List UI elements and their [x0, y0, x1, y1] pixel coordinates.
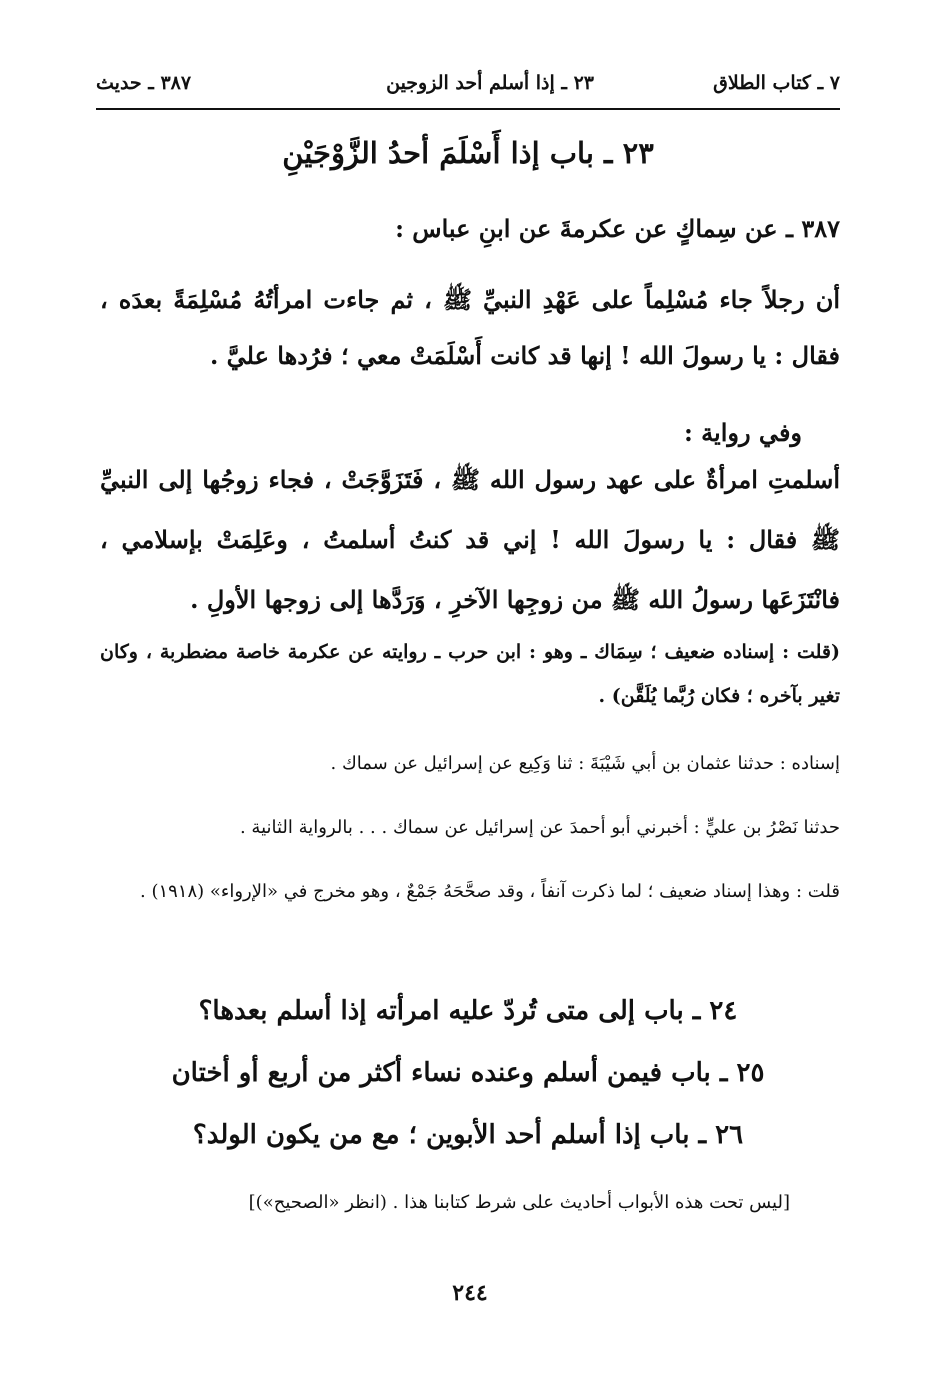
chapter-heading-25: ٢٥ ـ باب فيمن أسلم وعنده نساء أكثر من أربع أو أختان — [171, 1058, 765, 1088]
running-header — [96, 66, 840, 106]
header-hadith-number: ٣٨٧ ـ حديث — [96, 72, 192, 94]
page-number: ٢٤٤ — [452, 1280, 488, 1306]
variant-label: وفي رواية : — [683, 418, 802, 447]
grading-note: (قلت : إسناده ضعيف ؛ سِمَاك ـ وهو : ابن حرب ـ روايته عن عكرمة خاصة مضطربة ، وكان تغير بآخره ؛ فكان رُبَّما يُلَقَّن) . — [100, 641, 840, 707]
isnad-line: قلت : وهذا إسناد ضعيف ؛ لما ذكرت آنفاً ، وقد صحَّحَهُ جَمْعٌ ، وهو مخرج في «الإرواء» (١٩١٨) . — [140, 881, 840, 902]
closing-note: [ليس تحت هذه الأبواب أحاديث على شرط كتابنا هذا . (انظر «الصحيح»)] — [248, 1192, 790, 1213]
header-rule — [96, 108, 840, 110]
header-book-title: ٧ ـ كتاب الطلاق — [713, 72, 840, 94]
hadith-text: أن رجلاً جاء مُسْلِماً على عَهْدِ النبيِّ ﷺ ، ثم جاءت امرأتُهُ مُسْلِمَةً بعدَه ، فقال : يا رسولَ الله ! إنها قد كانت أَسْلَمَتْ معي ؛ فرُدها عليَّ . — [100, 285, 840, 370]
isnad-line: حدثنا نَصْرُ بن عليٍّ : أخبرني أبو أحمدَ عن إسرائيل عن سماك . . . بالرواية الثانية . — [239, 817, 840, 838]
hadith-intro: ٣٨٧ ـ عن سِماكٍ عن عكرمةَ عن ابنِ عباس : — [395, 214, 840, 243]
chapter-heading-24: ٢٤ ـ باب إلى متى تُردّ عليه امرأته إذا أسلم بعدها؟ — [198, 996, 738, 1026]
chapter-title: ٢٣ ـ باب إذا أَسْلَمَ أحدُ الزَّوْجَيْنِ — [282, 136, 654, 170]
header-chapter-title: ٢٣ ـ إذا أسلم أحد الزوجين — [386, 72, 594, 94]
hadith-variant-text: أسلمتِ امرأةٌ على عهد رسول الله ﷺ ، فَتَزَوَّجَتْ ، فجاء زوجُها إلى النبيِّ ﷺ فقال : يا رسولَ الله ! إني قد كنتُ أسلمتُ ، وعَلِمَتْ بإسلامي ، فانْتَزَعَها رسولُ الله ﷺ من زوجِها الآخرِ ، وَرَدَّها إلى زوجها الأولِ . — [100, 465, 840, 614]
chapter-heading-26: ٢٦ ـ باب إذا أسلم أحد الأبوين ؛ مع من يكون الولد؟ — [192, 1120, 744, 1150]
isnad-line: إسناده : حدثنا عثمان بن أبي شَيْبَةَ : ثنا وَكِيع عن إسرائيل عن سماك . — [330, 753, 840, 774]
